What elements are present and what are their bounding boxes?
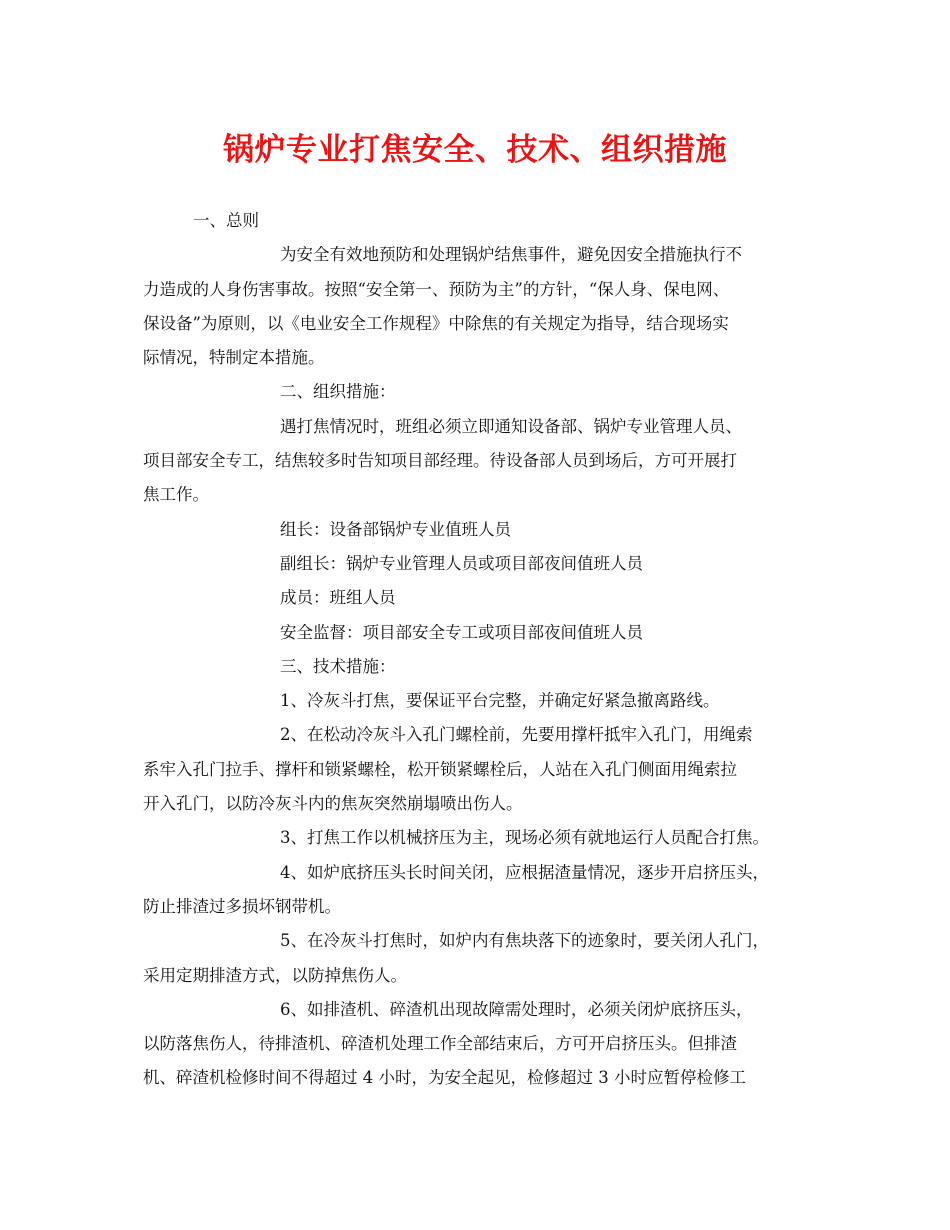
text-line: 4、如炉底挤压头长时间关闭，应根据渣量情况，逐步开启挤压头， [280,862,769,882]
text-line: 二、组织措施： [280,382,396,402]
text-line: 为安全有效地预防和处理锅炉结焦事件，避免因安全措施执行不 [280,245,742,265]
document-body [143,204,833,1096]
text-line: 际情况，特制定本措施。 [143,348,325,368]
text-line: 机、碎渣机检修时间不得超过 4 小时，为安全起见，检修超过 3 小时应暂停检修工 [143,1068,746,1088]
text-line: 5、在冷灰斗打焦时，如炉内有焦块落下的迹象时，要关闭人孔门， [280,931,769,951]
text-line: 6、如排渣机、碎渣机出现故障需处理时，必须关闭炉底挤压头， [280,999,753,1019]
text-line: 项目部安全专工，结焦较多时告知项目部经理。待设备部人员到场后，方可开展打 [143,451,737,471]
text-line: 安全监督：项目部安全专工或项目部夜间值班人员 [280,622,643,642]
text-line: 焦工作。 [143,485,209,505]
text-line: 开入孔门，以防冷灰斗内的焦灰突然崩塌喷出伤人。 [143,794,523,814]
text-line: 组长：设备部锅炉专业值班人员 [280,519,511,539]
text-line: 成员：班组人员 [280,588,396,608]
text-line: 以防落焦伤人，待排渣机、碎渣机处理工作全部结束后，方可开启挤压头。但排渣 [143,1034,737,1054]
text-line: 2、在松动冷灰斗入孔门螺栓前，先要用撑杆抵牢入孔门，用绳索 [280,725,753,745]
text-line: 系牢入孔门拉手、撑杆和锁紧螺栓，松开锁紧螺栓后，人站在入孔门侧面用绳索拉 [143,759,737,779]
text-line: 遇打焦情况时，班组必须立即通知设备部、锅炉专业管理人员、 [280,416,742,436]
document-title: 锅炉专业打焦安全、技术、组织措施 [223,132,727,168]
text-line: 防止排渣过多损坏钢带机。 [143,896,341,916]
text-line: 3、打焦工作以机械挤压为主，现场必须有就地运行人员配合打焦。 [280,828,769,848]
text-line: 采用定期排渣方式，以防掉焦伤人。 [143,965,407,985]
text-line: 一、总则 [193,211,259,230]
text-line: 1、冷灰斗打焦，要保证平台完整，并确定好紧急撤离路线。 [280,691,720,711]
text-line: 保设备”为原则，以《电业安全工作规程》中除焦的有关规定为指导，结合现场实 [143,313,729,333]
text-line: 副组长：锅炉专业管理人员或项目部夜间值班人员 [280,553,643,573]
text-line: 力造成的人身伤害事故。按照“安全第一、预防为主”的方针，“保人身、保电网、 [143,279,730,299]
text-line: 三、技术措施： [280,656,396,676]
